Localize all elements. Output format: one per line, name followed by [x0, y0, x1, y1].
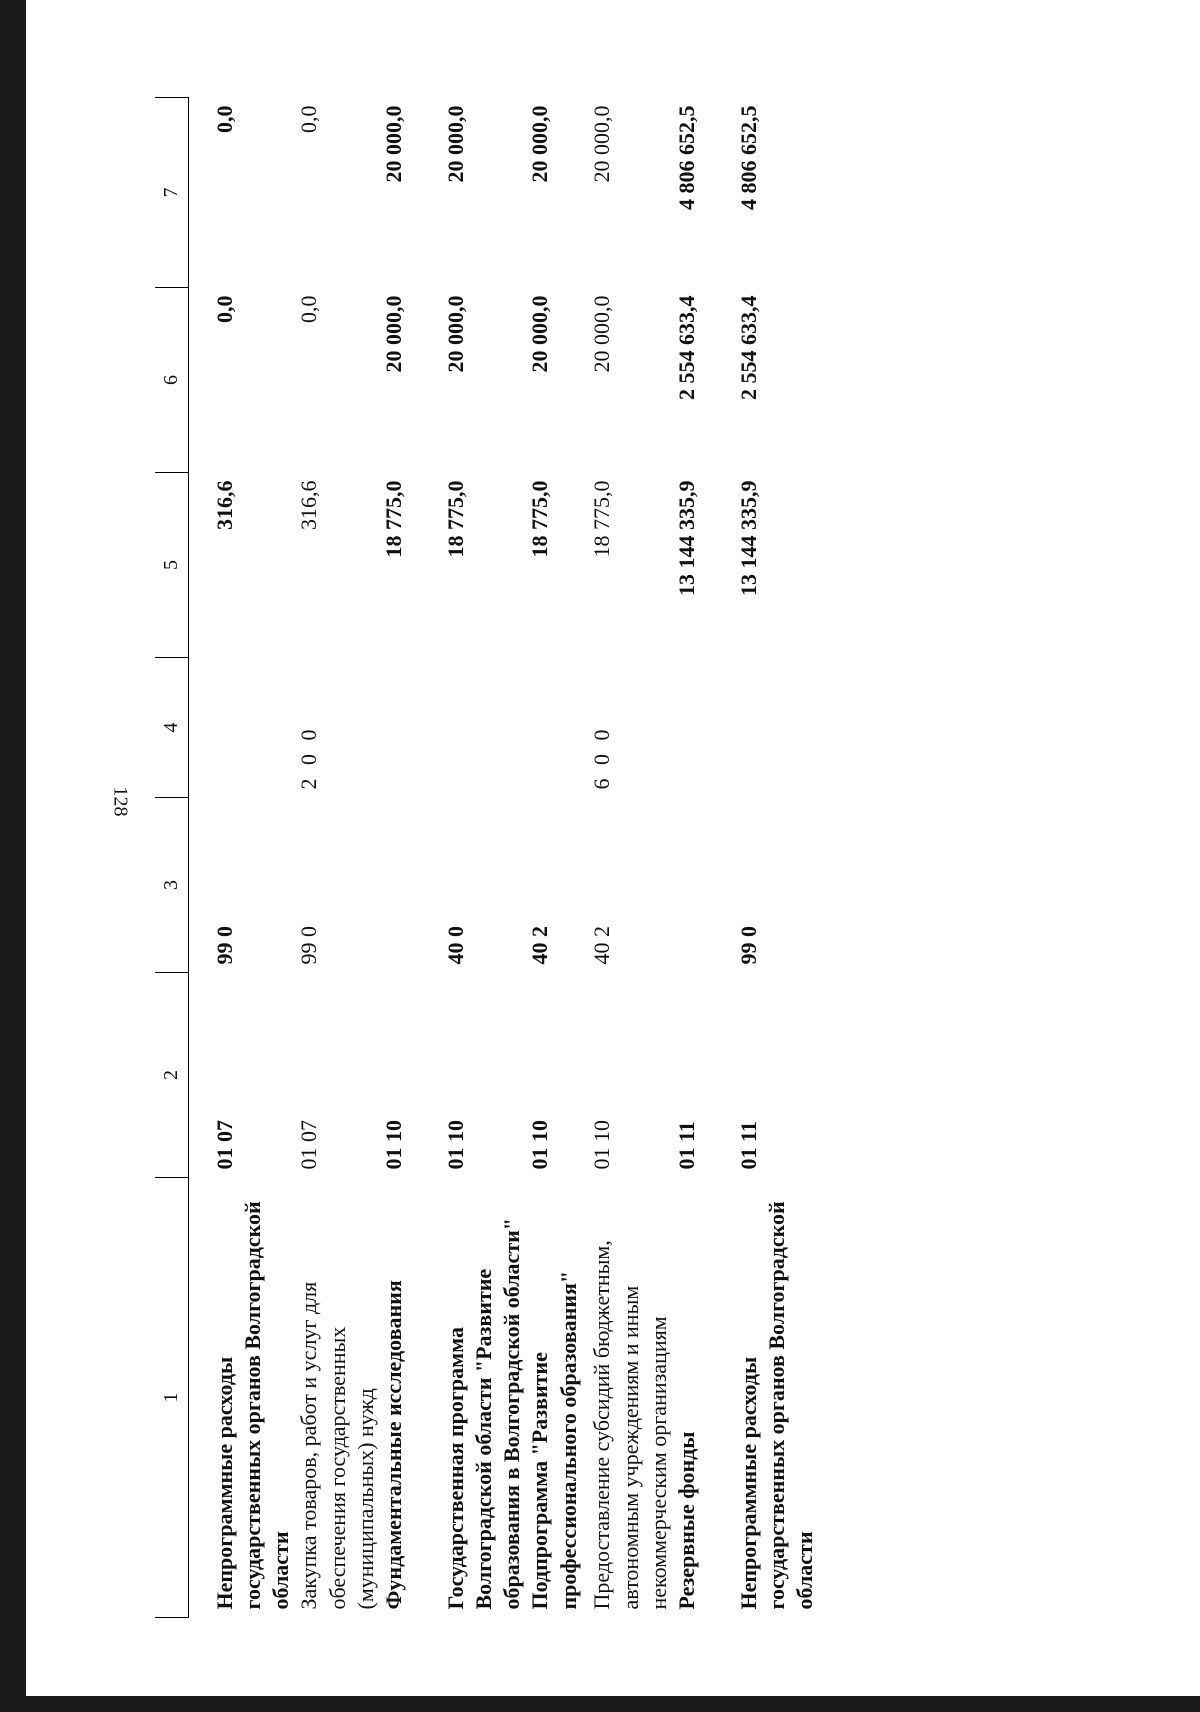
- header-col-3: 3: [155, 798, 189, 973]
- header-col-6: 6: [155, 288, 189, 473]
- cell-value-col6: 2 554 633,4: [735, 295, 761, 400]
- cell-target-code: 99 0: [296, 926, 322, 965]
- cell-value-col5: 13 144 335,9: [735, 480, 761, 596]
- table-row: [588, 98, 672, 1618]
- scan-edge-left: [0, 0, 26, 1712]
- scan-edge-bottom: [0, 1696, 1200, 1712]
- header-col-7: 7: [155, 98, 189, 288]
- cell-expense-type: [380, 658, 442, 798]
- table-row: [295, 98, 379, 1618]
- table-row: [526, 98, 588, 1618]
- cell-value-col6: 0,0: [212, 295, 237, 323]
- cell-value-col6: 20 000,0: [589, 295, 615, 373]
- cell-value-col5: 18 775,0: [527, 480, 553, 558]
- cell-value-col5: 13 144 335,9: [673, 480, 699, 596]
- cell-name: Предоставление субсидий бюджетным, автономным учреждениям и иным некоммерческим организациям: [589, 1240, 671, 1610]
- header-row: [155, 98, 189, 1618]
- cell-value-col7: 20 000,0: [589, 105, 615, 183]
- cell-expense-type: [673, 658, 735, 798]
- cell-value-col6: 2 554 633,4: [673, 295, 699, 400]
- table-body: [189, 98, 820, 1618]
- cell-section-code: 01 07: [296, 1120, 322, 1170]
- cell-expense-type: 6 0 0: [589, 725, 615, 790]
- page-number: 128: [109, 786, 132, 817]
- cell-expense-type: [442, 658, 526, 798]
- cell-target-code: 40 2: [589, 926, 615, 965]
- cell-name: Подпрограмма "Развитие профессионального образования": [527, 1270, 581, 1610]
- header-col-4: 4: [155, 658, 189, 798]
- cell-target-code: 99 0: [735, 926, 761, 965]
- cell-value-col7: 0,0: [296, 105, 322, 133]
- cell-value-col5: 18 775,0: [589, 480, 615, 558]
- cell-section-code: 01 11: [735, 1121, 761, 1170]
- spacer-cell: [189, 98, 212, 1618]
- cell-section-code: 01 10: [589, 1120, 615, 1170]
- cell-value-col7: 4 806 652,5: [735, 105, 761, 210]
- header-col-1: 1: [155, 1178, 189, 1618]
- table-row: [380, 98, 442, 1618]
- cell-expense-type: 2 0 0: [296, 725, 322, 790]
- header-col-5: 5: [155, 473, 189, 658]
- cell-value-col6: 20 000,0: [442, 295, 468, 373]
- table-row: [673, 98, 735, 1618]
- cell-name: Непрограммные расходы государственных органов Волгоградской области: [212, 1201, 294, 1610]
- table-row: [735, 98, 819, 1618]
- cell-section-code: 01 07: [212, 1120, 237, 1170]
- cell-value-col6: 0,0: [296, 295, 322, 323]
- cell-value-col5: 316,6: [296, 480, 322, 530]
- cell-value-col7: 4 806 652,5: [673, 105, 699, 210]
- budget-table-rotated: [155, 98, 1055, 1618]
- cell-expense-type: [526, 658, 588, 798]
- cell-name: Резервные фонды: [673, 1431, 699, 1610]
- cell-value-col7: 20 000,0: [380, 105, 406, 183]
- cell-target-code: [673, 798, 735, 973]
- cell-value-col6: 20 000,0: [380, 295, 406, 373]
- cell-value-col6: 20 000,0: [527, 295, 553, 373]
- cell-name: Государственная программа Волгоградской области "Развитие образования в Волгоградской области": [442, 1217, 525, 1610]
- cell-target-code: 99 0: [212, 926, 237, 965]
- cell-name: Закупка товаров, работ и услуг для обеспечения государственных (муниципальных) нужд: [296, 1281, 378, 1610]
- spacer-row: [189, 98, 212, 1618]
- cell-section-code: 01 10: [380, 1120, 406, 1170]
- cell-expense-type: [735, 658, 819, 798]
- cell-value-col5: 18 775,0: [380, 480, 406, 558]
- cell-value-col5: 18 775,0: [442, 480, 468, 558]
- cell-name: Непрограммные расходы государственных органов Волгоградской области: [735, 1201, 818, 1610]
- cell-section-code: 01 10: [527, 1120, 553, 1170]
- cell-name: Фундаментальные исследования: [380, 1280, 406, 1610]
- cell-section-code: 01 10: [442, 1120, 468, 1170]
- cell-target-code: 40 0: [442, 926, 468, 965]
- table-row: [211, 98, 295, 1618]
- cell-value-col7: 20 000,0: [527, 105, 553, 183]
- budget-table: [155, 97, 819, 1618]
- cell-target-code: [380, 798, 442, 973]
- cell-value-col7: 20 000,0: [442, 105, 468, 183]
- cell-target-code: 40 2: [527, 926, 553, 965]
- cell-section-code: 01 11: [673, 1121, 699, 1170]
- cell-value-col5: 316,6: [212, 480, 237, 530]
- header-col-2: 2: [155, 973, 189, 1178]
- table-row: [442, 98, 526, 1618]
- cell-value-col7: 0,0: [212, 105, 237, 133]
- cell-expense-type: [211, 658, 295, 798]
